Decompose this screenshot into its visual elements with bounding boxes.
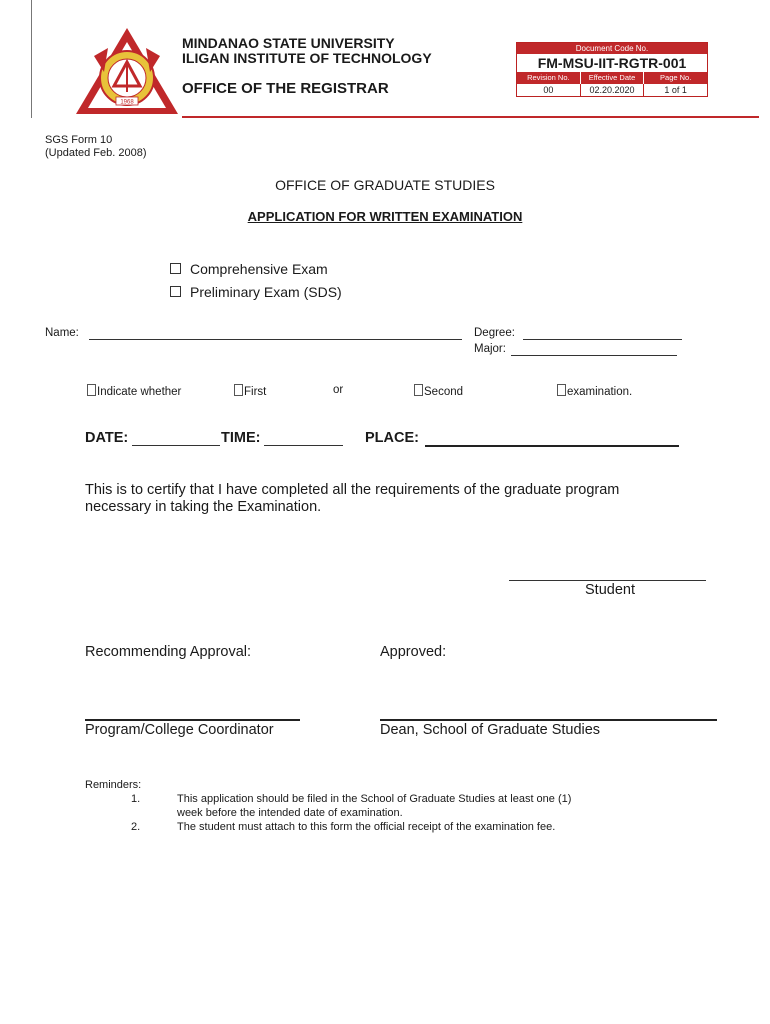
option-comprehensive[interactable] <box>170 261 328 277</box>
coordinator-signature-line[interactable] <box>85 719 300 721</box>
university-name <box>182 36 432 66</box>
place-field[interactable] <box>425 445 679 447</box>
time-label: TIME: <box>221 430 261 446</box>
place-label: PLACE: <box>365 430 419 446</box>
certify-line1: This is to certify that I have completed all the requirements of the graduate program <box>85 482 620 498</box>
document-code-box <box>516 42 708 97</box>
certify-line2: necessary in taking the Examination. <box>85 499 322 515</box>
reminder-1-number: 1. <box>131 793 141 805</box>
dean-signature-line[interactable] <box>380 719 717 721</box>
time-field[interactable] <box>264 445 343 446</box>
university-seal-logo <box>74 26 180 116</box>
university-line2: ILIGAN INSTITUTE OF TECHNOLOGY <box>182 50 432 66</box>
indicate-lead: Indicate whether <box>87 384 181 398</box>
form-number: SGS Form 10 <box>45 134 113 146</box>
logo-year: 1968 <box>120 99 134 106</box>
coordinator-label: Program/College Coordinator <box>85 722 274 738</box>
or-text: or <box>333 384 344 396</box>
approved-label: Approved: <box>380 644 447 660</box>
degree-label: Degree: <box>474 327 515 339</box>
office-title: OFFICE OF GRADUATE STUDIES <box>275 177 495 193</box>
name-label: Name: <box>45 327 79 339</box>
checkbox-preliminary[interactable] <box>170 286 181 297</box>
preliminary-label: Preliminary Exam (SDS) <box>190 284 342 300</box>
page-label: Page No. <box>643 72 707 84</box>
checkbox-comprehensive[interactable] <box>170 263 181 274</box>
form-id <box>45 134 147 160</box>
certification-text <box>85 482 619 516</box>
dean-label: Dean, School of Graduate Studies <box>380 722 601 738</box>
option-preliminary[interactable] <box>170 284 342 300</box>
date-label: DATE: <box>85 430 129 446</box>
recommending-label: Recommending Approval: <box>85 644 252 660</box>
reminder-2-text: The student must attach to this form the official receipt of the examination fee. <box>177 821 556 833</box>
office-registrar: OFFICE OF THE REGISTRAR <box>182 80 389 97</box>
header-rule <box>182 116 759 118</box>
student-signature-line[interactable] <box>509 580 706 581</box>
indicate-marker <box>87 384 96 396</box>
second-option[interactable]: Second <box>414 384 463 398</box>
first-option[interactable]: First <box>234 384 266 398</box>
revision-label: Revision No. <box>517 72 580 84</box>
form-updated: (Updated Feb. 2008) <box>45 147 147 159</box>
reminders-title: Reminders: <box>85 779 142 791</box>
reminder-1-text: This application should be filed in the School of Graduate Studies at least one (1) week before the intended date of examination. <box>177 793 572 819</box>
revision-value: 00 <box>543 85 554 95</box>
comprehensive-label: Comprehensive Exam <box>190 261 328 277</box>
checkbox-second[interactable] <box>414 384 423 396</box>
page-value: 1 of 1 <box>643 84 707 96</box>
major-field[interactable] <box>511 355 677 356</box>
doc-code-label: Document Code No. <box>517 43 707 54</box>
examination-marker <box>557 384 566 396</box>
degree-field[interactable] <box>523 339 682 340</box>
name-field[interactable] <box>89 339 462 340</box>
student-label: Student <box>585 582 635 598</box>
major-label: Major: <box>474 343 506 355</box>
checkbox-first[interactable] <box>234 384 243 396</box>
doc-code: FM-MSU-IIT-RGTR-001 <box>537 55 687 71</box>
margin-rule <box>31 0 32 118</box>
date-field[interactable] <box>132 445 220 446</box>
effective-label: Effective Date <box>580 72 644 84</box>
reminder-2-number: 2. <box>131 821 141 833</box>
university-line1: MINDANAO STATE UNIVERSITY <box>182 35 395 51</box>
examination-text: examination. <box>557 384 632 398</box>
effective-value: 02.20.2020 <box>580 84 644 96</box>
form-title: APPLICATION FOR WRITTEN EXAMINATION <box>247 209 523 224</box>
